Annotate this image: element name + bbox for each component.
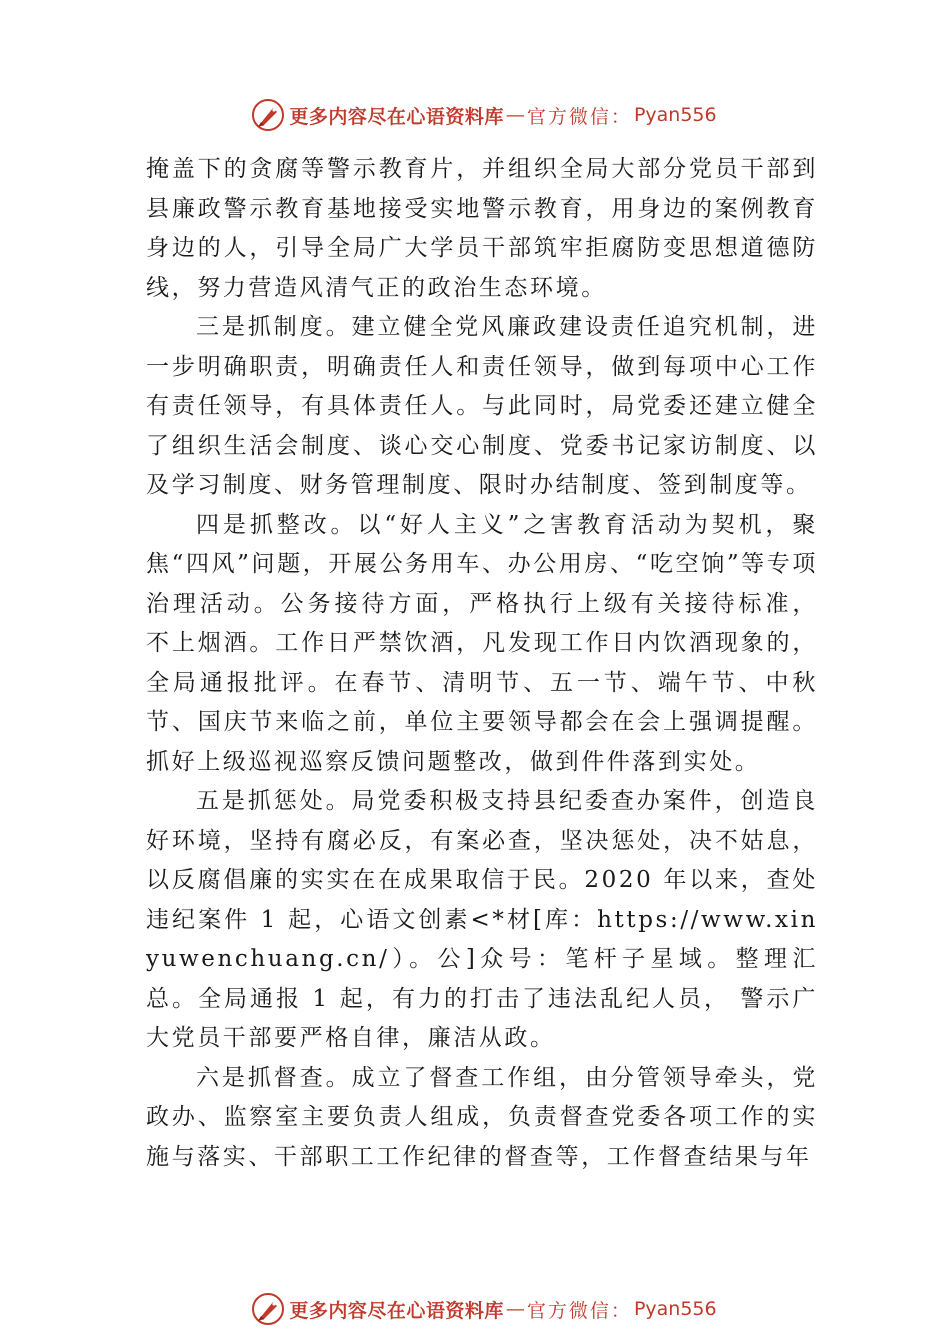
- footer-wechat-id: Pyan556: [633, 1298, 717, 1320]
- footer-brand-text: 更多内容尽在心语资料库: [289, 1299, 504, 1322]
- paragraph-punishment: 五是抓惩处。局党委积极支持县纪委查办案件，创造良好环境，坚持有腐必反，有案必查，坚决惩处，决不姑息，以反腐倡廉的实实在在成果取信于民。2020 年以来，查处违纪案件 1 起，心语文创素<*材[库：https://www.xinyuwenchuang.cn/）。公]众号：笔杆子星域。整理汇总。全局通报 1 起，有力的打击了违法乱纪人员， 警示广大党员干部要严格自律，廉洁从政。: [146, 788, 818, 1051]
- pen-nib-logo-icon: [251, 98, 285, 132]
- header-banner: [0, 95, 950, 135]
- document-body: [146, 150, 818, 1177]
- footer-official-label: 官方微信：: [526, 1299, 632, 1322]
- pen-nib-logo-icon: [251, 1292, 285, 1326]
- footer-banner-inner: [251, 1292, 716, 1326]
- paragraph-continuation: 掩盖下的贪腐等警示教育片，并组织全局大部分党员干部到县廉政警示教育基地接受实地警示教育，用身边的案例教育身边的人，引导全局广大学员干部筑牢拒腐防变思想道德防线，努力营造风清气正的政治生态环境。: [146, 156, 818, 301]
- header-brand-text: 更多内容尽在心语资料库: [289, 105, 504, 128]
- paragraph-system: 三是抓制度。建立健全党风廉政建设责任追究机制，进一步明确职责，明确责任人和责任领导，做到每项中心工作有责任领导，有具体责任人。与此同时，局党委还建立健全了组织生活会制度、谈心交心制度、党委书记家访制度、以及学习制度、财务管理制度、限时办结制度、签到制度等。: [146, 314, 818, 498]
- paragraph-supervision: 六是抓督查。成立了督查工作组，由分管领导牵头，党政办、监察室主要负责人组成，负责督查党委各项工作的实施与落实、干部职工工作纪律的督查等，工作督查结果与年: [146, 1064, 818, 1170]
- header-official-label: 官方微信：: [526, 105, 632, 128]
- paragraph-rectification: 四是抓整改。以“好人主义”之害教育活动为契机，聚焦“四风”问题，开展公务用车、办公用房、“吃空饷”等专项治理活动。公务接待方面，严格执行上级有关接待标准， 不上烟酒。工作日严禁饮酒，凡发现工作日内饮酒现象的， 全局通报批评。在春节、清明节、五一节、端午节、中秋节、国庆节来临之前，单位主要领导都会在会上强调提醒。抓好上级巡视巡察反馈问题整改，做到件件落到实处。: [146, 511, 818, 775]
- footer-banner: [0, 1289, 950, 1329]
- header-separator: —: [505, 104, 525, 126]
- header-banner-inner: [251, 98, 716, 132]
- header-wechat-id: Pyan556: [633, 104, 717, 126]
- footer-separator: —: [505, 1298, 525, 1320]
